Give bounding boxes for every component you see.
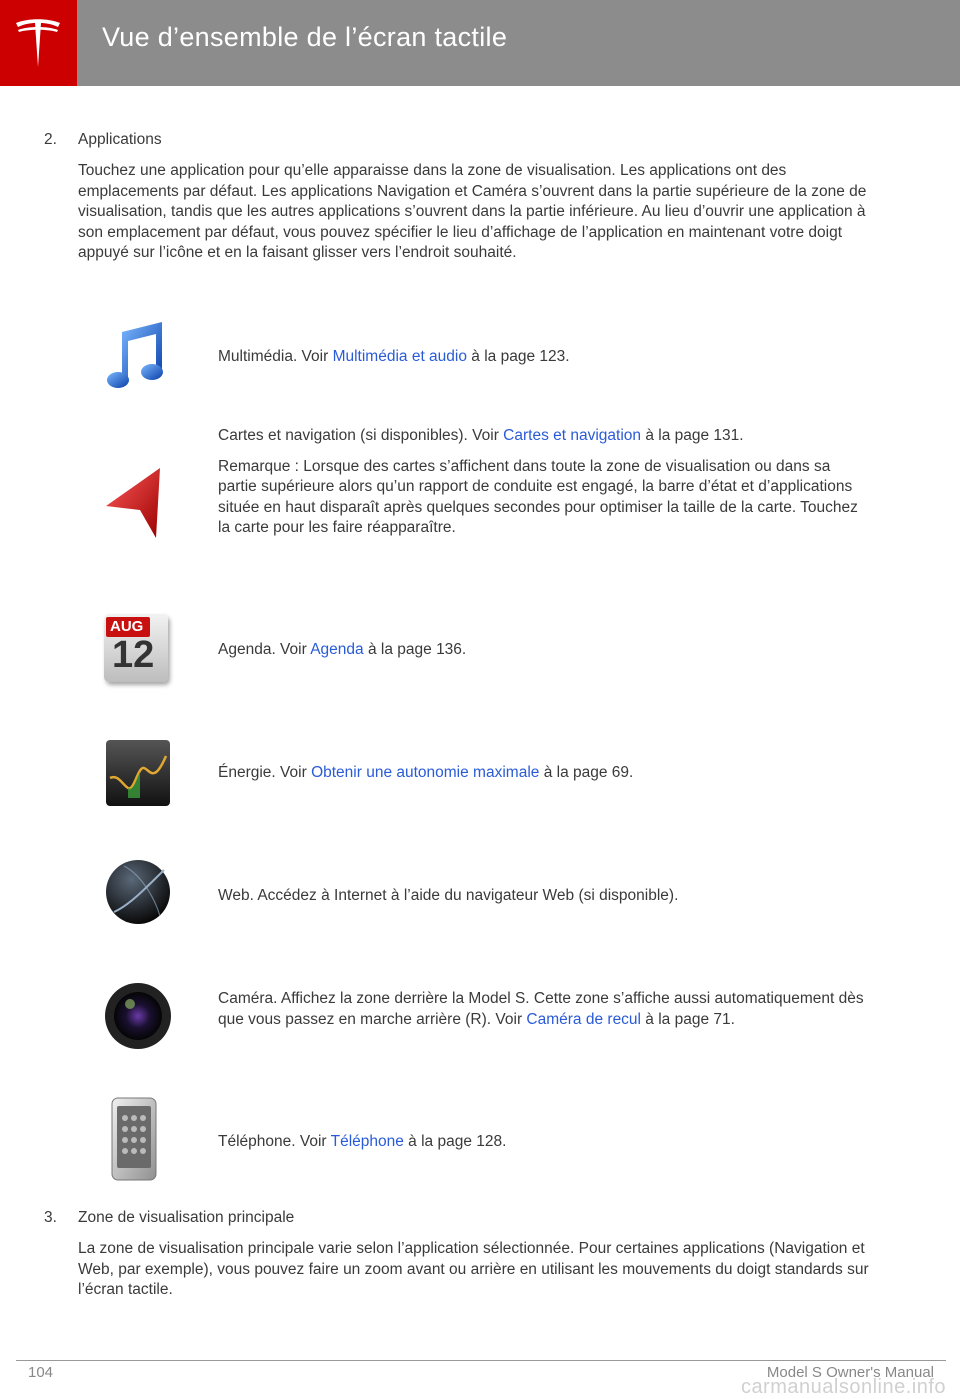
calendar-day: 12 <box>112 634 155 676</box>
energy-graph-icon <box>104 738 172 812</box>
music-note-icon <box>104 318 168 394</box>
nav-description: Cartes et navigation (si disponibles). Voir Cartes et navigation à la page 131. Remarque : Lorsque des cartes s’affichent dans toute la zone de visualisation ou dans sa partie supérieure alors qu’un rapport de conduite est engagé, la barre d’état et d’applications située en haut disparaît après quelques secondes pour optimiser la taille de la carte. Touchez la carte pour les faire réapparaître. <box>218 426 873 549</box>
phone-keypad-icon <box>110 1096 160 1184</box>
footer-divider <box>16 1360 946 1361</box>
nav-link[interactable]: Cartes et navigation <box>503 427 642 444</box>
calendar-month: AUG <box>110 618 144 635</box>
phone-link[interactable]: Téléphone <box>330 1133 404 1150</box>
section-title: Zone de visualisation principale <box>78 1209 295 1226</box>
energy-link[interactable]: Obtenir une autonomie maximale <box>311 764 540 781</box>
camera-lens-icon <box>104 978 174 1056</box>
page-title: Vue d’ensemble de l’écran tactile <box>102 22 508 52</box>
watermark: carmanualsonline.info <box>740 1376 946 1398</box>
section-number: 3. <box>44 1209 57 1226</box>
page-number: 104 <box>28 1364 54 1381</box>
nav-note: Remarque : Lorsque des cartes s’affichent dans toute la zone de visualisation ou dans sa partie supérieure alors qu’un rapport de conduite est engagé, la barre d’état et d’applications située en haut disparaît après quelques secondes pour optimiser la taille de la carte. Touchez la carte pour les faire réapparaître. <box>218 457 858 536</box>
web-description: Web. Accédez à Internet à l’aide du navigateur Web (si disponible). <box>218 887 679 904</box>
media-link[interactable]: Multimédia et audio <box>332 348 467 365</box>
camera-description: Caméra. Affichez la zone derrière la Model S. Cette zone s’affiche aussi automatiquement dès que vous passez en marche arrière (R). Voir Caméra de recul à la page 71. <box>218 990 864 1028</box>
tesla-logo <box>0 0 77 86</box>
section-body: La zone de visualisation principale varie selon l’application sélectionnée. Pour certaines applications (Navigation et Web, par exemple), vous pouvez faire un zoom avant ou arrière en utilisant les mouvements du doigt standards sur l’écran tactile. <box>78 1240 869 1298</box>
energy-description: Énergie. Voir Obtenir une autonomie maximale à la page 69. <box>218 764 634 781</box>
section-number: 2. <box>44 131 57 148</box>
page-header <box>0 0 960 86</box>
calendar-link[interactable]: Agenda <box>310 641 364 658</box>
phone-description: Téléphone. Voir Téléphone à la page 128. <box>218 1133 507 1150</box>
manual-name: Model S Owner's Manual <box>766 1364 934 1381</box>
section-title: Applications <box>78 131 162 148</box>
tesla-t-icon <box>14 17 62 69</box>
section-body: Touchez une application pour qu’elle apparaisse dans la zone de visualisation. Les applications ont des emplacements par défaut. Les applications Navigation et Caméra s’ouvrent dans la partie supérieure de la zone de visualisation, tandis que les autres applications s’ouvrent dans la partie inférieure. Au lieu d’ouvrir une application à son emplacement par défaut, vous pouvez spécifier le lieu d’affichage de l’application en maintenant votre doigt appuyé sur l’icône et en la faisant glisser vers l’endroit souhaité. <box>78 162 867 261</box>
calendar-icon <box>104 614 172 686</box>
web-globe-icon <box>104 856 174 932</box>
navigation-arrow-icon <box>104 466 162 540</box>
media-description: Multimédia. Voir Multimédia et audio à la page 123. <box>218 348 570 365</box>
camera-link[interactable]: Caméra de recul <box>526 1010 641 1028</box>
calendar-description: Agenda. Voir Agenda à la page 136. <box>218 641 467 658</box>
